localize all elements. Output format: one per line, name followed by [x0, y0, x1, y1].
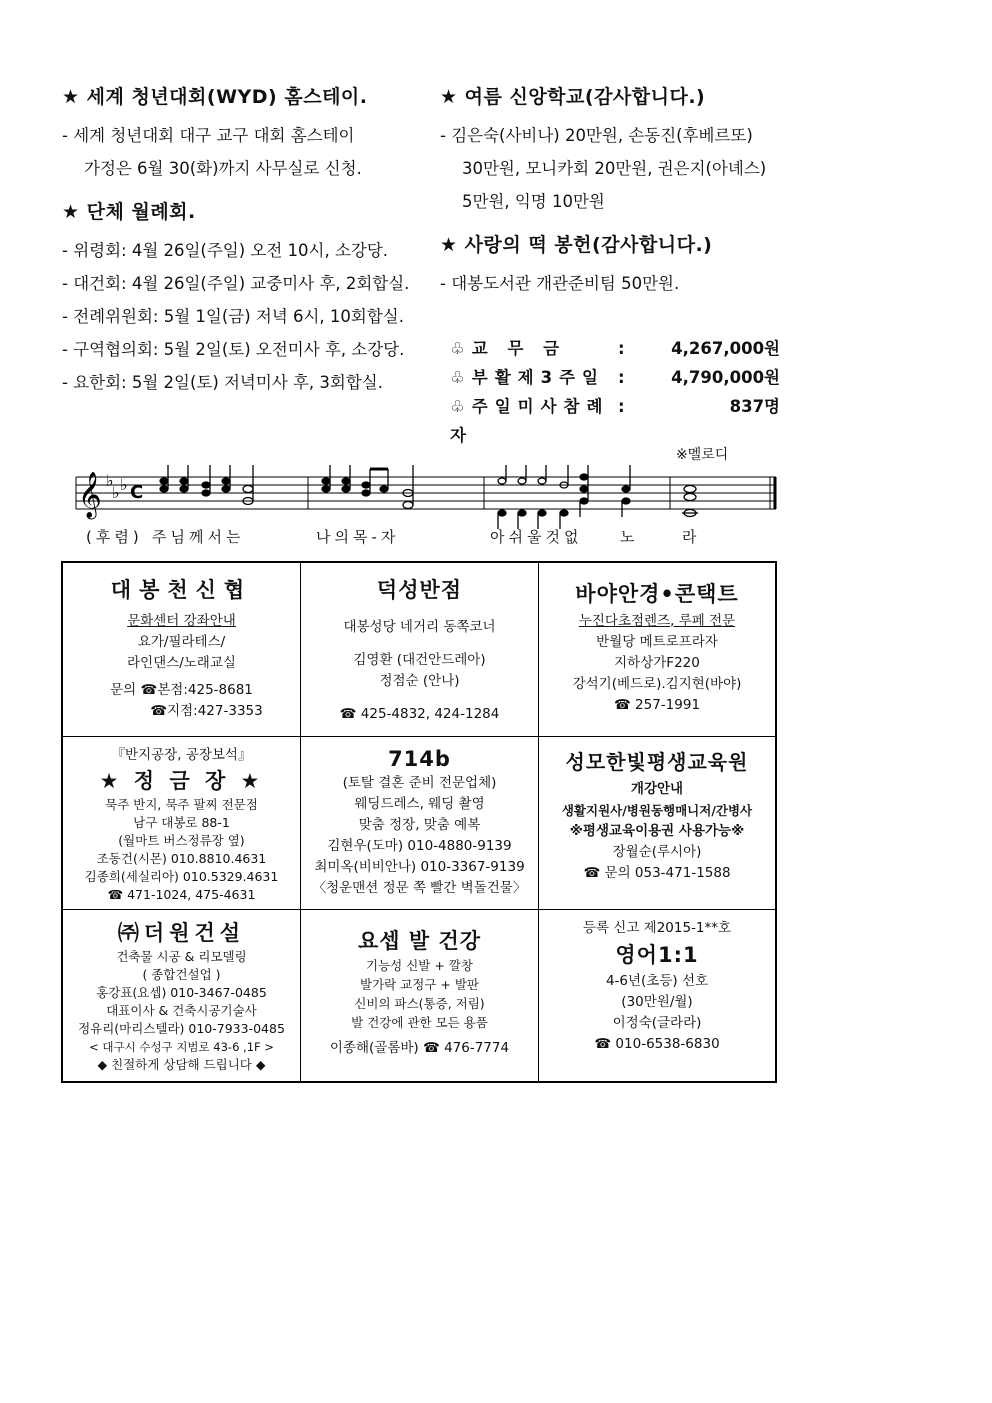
note-chord	[362, 469, 388, 496]
note-chord	[498, 465, 506, 529]
ad-baya-optical	[539, 563, 775, 737]
left-column	[62, 82, 432, 399]
ad-line: < 대구시 수성구 지범로 43-6 ,1F >	[89, 1040, 274, 1054]
ad-title: 덕성반점	[376, 578, 463, 602]
ad-line: 묵주 반지, 묵주 팔찌 전문점	[105, 797, 258, 812]
stat-sep: :	[618, 397, 625, 416]
ad-line: 대봉성당 네거리 동쪽코너	[343, 619, 496, 635]
ad-line: ☎ 425-4832, 424-1284	[339, 706, 500, 722]
ad-line: ( 종합건설업 )	[142, 967, 221, 982]
ad-line: 발가락 교정구 + 발판	[360, 977, 479, 992]
stat-row	[450, 334, 780, 363]
ad-line: 문의 ☎본점:425-8681	[110, 682, 253, 698]
ad-line: 이정숙(글라라)	[612, 1015, 702, 1031]
note-chord	[222, 465, 230, 492]
stat-label: ♧교 무 금	[450, 339, 567, 358]
stat-label: ♧주일미사참례자	[450, 397, 610, 445]
ad-line: 강석기(베드로).김지현(바야)	[572, 676, 742, 692]
ad-line: ※평생교육이용권 사용가능※	[569, 823, 745, 839]
ad-line: 등록 신고 제2015-1**호	[582, 920, 732, 936]
ad-title: 요셉 발 건강	[357, 929, 482, 953]
ad-line: 기능성 신발 + 깔창	[366, 958, 473, 973]
ad-title: 714b	[388, 747, 451, 771]
time-signature: C	[130, 482, 144, 503]
ad-line: (30만원/월)	[621, 994, 693, 1010]
ad-line: (토탈 결혼 준비 전문업체)	[342, 775, 497, 791]
stat-row	[450, 392, 780, 450]
ad-line: 『반지공장, 공장보석』	[111, 747, 252, 763]
note-chord	[322, 465, 330, 492]
stat-label: ♧부활제3주일	[450, 368, 605, 387]
meeting-item: - 대건회: 4월 26일(주일) 교중미사 후, 2회합실.	[62, 274, 410, 293]
ad-line: 라인댄스/노래교실	[127, 655, 236, 671]
note-chord	[202, 465, 210, 496]
summer-title: ★ 여름 신앙학교(감사합니다.)	[440, 86, 706, 108]
ad-line: 개강안내	[630, 781, 684, 797]
ad-line: 장월순(루시아)	[612, 844, 702, 860]
ads-grid	[61, 561, 777, 1083]
ad-line: 남구 대봉로 88-1	[133, 815, 230, 830]
ad-title: ㈜더원건설	[117, 921, 246, 945]
ad-line: 반월당 메트로프라자	[596, 634, 718, 650]
note-chord	[180, 465, 188, 492]
summer-line: 30만원, 모니카회 20만원, 권은지(아녜스)	[462, 159, 767, 178]
ad-line: 맞춤 정장, 맞춤 예복	[358, 817, 481, 833]
ad-line: 신비의 파스(통증, 저림)	[354, 996, 485, 1011]
flat-sign: ♭	[106, 471, 114, 490]
ad-line: ◆ 친절하게 상담해 드립니다 ◆	[97, 1057, 266, 1072]
lyric: 아쉬울것없	[490, 528, 583, 546]
note-chord	[160, 465, 168, 492]
wyd-line: - 세계 청년대회 대구 교구 대회 홈스테이	[62, 126, 355, 145]
stat-sep: :	[618, 368, 625, 387]
lyric: 라	[682, 528, 701, 546]
ad-joseph-foot-health	[301, 910, 539, 1081]
lyric: 나의목-자	[316, 528, 400, 546]
meeting-item: - 구역협의회: 5월 2일(토) 오전미사 후, 소강당.	[62, 340, 405, 359]
ad-seongmo-education	[539, 737, 775, 910]
ad-deokseong-restaurant	[301, 563, 539, 737]
ad-title: 영어1:1	[615, 943, 699, 967]
ad-line: 김현우(도마) 010-4880-9139	[327, 838, 512, 854]
meetings-title: ★ 단체 월례회.	[62, 201, 196, 223]
ad-line: 건축물 시공 & 리모델링	[116, 949, 247, 964]
ad-line: 4-6년(초등) 선호	[605, 973, 709, 989]
ad-line: 김종희(세실리아) 010.5329.4631	[84, 869, 279, 884]
rice-line: - 대봉도서관 개관준비팀 50만원.	[440, 274, 680, 293]
ad-line: 조동건(시몬) 010.8810.4631	[96, 851, 267, 866]
ad-line: 요가/필라테스/	[137, 634, 226, 650]
ad-line: 문화센터 강좌안내	[127, 613, 236, 629]
meeting-item: - 전례위원회: 5월 1일(금) 저녁 6시, 10회합실.	[62, 307, 404, 326]
ad-line: ☎ 471-1024, 475-4631	[107, 887, 256, 902]
note-chord	[538, 465, 546, 529]
ad-line: ☎지점:427-3353	[150, 703, 263, 719]
stat-value: 837명	[729, 397, 780, 416]
ad-714b	[301, 737, 539, 910]
right-column	[440, 82, 800, 300]
ad-line: ☎ 문의 053-471-1588	[583, 865, 731, 881]
meeting-item: - 위령회: 4월 26일(주일) 오전 10시, 소강당.	[62, 241, 389, 260]
ad-line: 발 건강에 관한 모든 용품	[351, 1015, 488, 1030]
ad-title: ★ 정 금 장 ★	[99, 769, 264, 793]
lyric: (후렴)	[86, 528, 143, 546]
ad-deowon-construction	[63, 910, 301, 1081]
stat-value: 4,267,000원	[671, 339, 780, 358]
ad-line: 웨딩드레스, 웨딩 촬영	[354, 796, 485, 812]
summer-line: 5만원, 익명 10만원	[462, 192, 605, 211]
offering-stats	[450, 334, 780, 450]
ad-line: 지하상가F220	[614, 655, 700, 671]
ad-line: 정유리(마리스텔라) 010-7933-0485	[78, 1021, 285, 1036]
ad-line: (월마트 버스정류장 옆)	[118, 833, 245, 848]
lyric: 주님께서는	[152, 528, 245, 546]
ad-line: 〈청운맨션 정문 쪽 빨간 벽돌건물〉	[312, 880, 527, 896]
note-chord	[342, 465, 350, 492]
ad-line: 생활지원사/병원동행매니저/간병사	[561, 803, 753, 818]
ad-line: ☎ 257-1991	[613, 697, 701, 713]
stat-sep: :	[618, 339, 625, 358]
ad-line: 홍강표(요셉) 010-3467-0485	[96, 985, 267, 1000]
ad-title: 성모한빛평생교육원	[565, 750, 749, 774]
wyd-line: 가정은 6월 30(화)까지 사무실로 신청.	[84, 159, 362, 178]
ad-line: 최미옥(비비안나) 010-3367-9139	[314, 859, 525, 875]
ad-title: 대봉천신협	[110, 578, 253, 602]
wyd-title: ★ 세계 청년대회(WYD) 홈스테이.	[62, 86, 368, 108]
melody-label: ※멜로디	[676, 447, 729, 463]
note-chord	[560, 465, 568, 529]
summer-line: - 김은숙(사비나) 20만원, 손동진(후베르또)	[440, 126, 753, 145]
ad-line: 이종해(골롬바) ☎ 476-7774	[329, 1040, 510, 1056]
ad-title: 바야안경•콘택트	[575, 582, 739, 606]
ad-line: ☎ 010-6538-6830	[594, 1036, 720, 1052]
lyric: 노	[620, 528, 639, 546]
ad-line: 김영환 (대건안드레아)	[353, 652, 486, 668]
flat-sign: ♭	[120, 475, 128, 494]
stat-row	[450, 363, 780, 392]
ad-jeonggeumjang	[63, 737, 301, 910]
ad-line: 정점순 (안나)	[379, 673, 460, 689]
ad-daebong-credit-union	[63, 563, 301, 737]
note-chord	[518, 465, 526, 529]
ad-line: 대표이사 & 건축시공기술사	[106, 1003, 257, 1018]
ad-english-tutoring	[539, 910, 775, 1081]
treble-clef-icon: 𝄞	[78, 472, 102, 518]
rice-title: ★ 사랑의 떡 봉헌(감사합니다.)	[440, 234, 713, 256]
note-chord	[403, 465, 413, 509]
meeting-item: - 요한회: 5월 2일(토) 저녁미사 후, 3회합실.	[62, 373, 383, 392]
flat-sign: ♭	[112, 483, 120, 502]
ad-line: 누진다초점렌즈, 루페 전문	[578, 613, 736, 629]
stat-value: 4,790,000원	[671, 368, 780, 387]
